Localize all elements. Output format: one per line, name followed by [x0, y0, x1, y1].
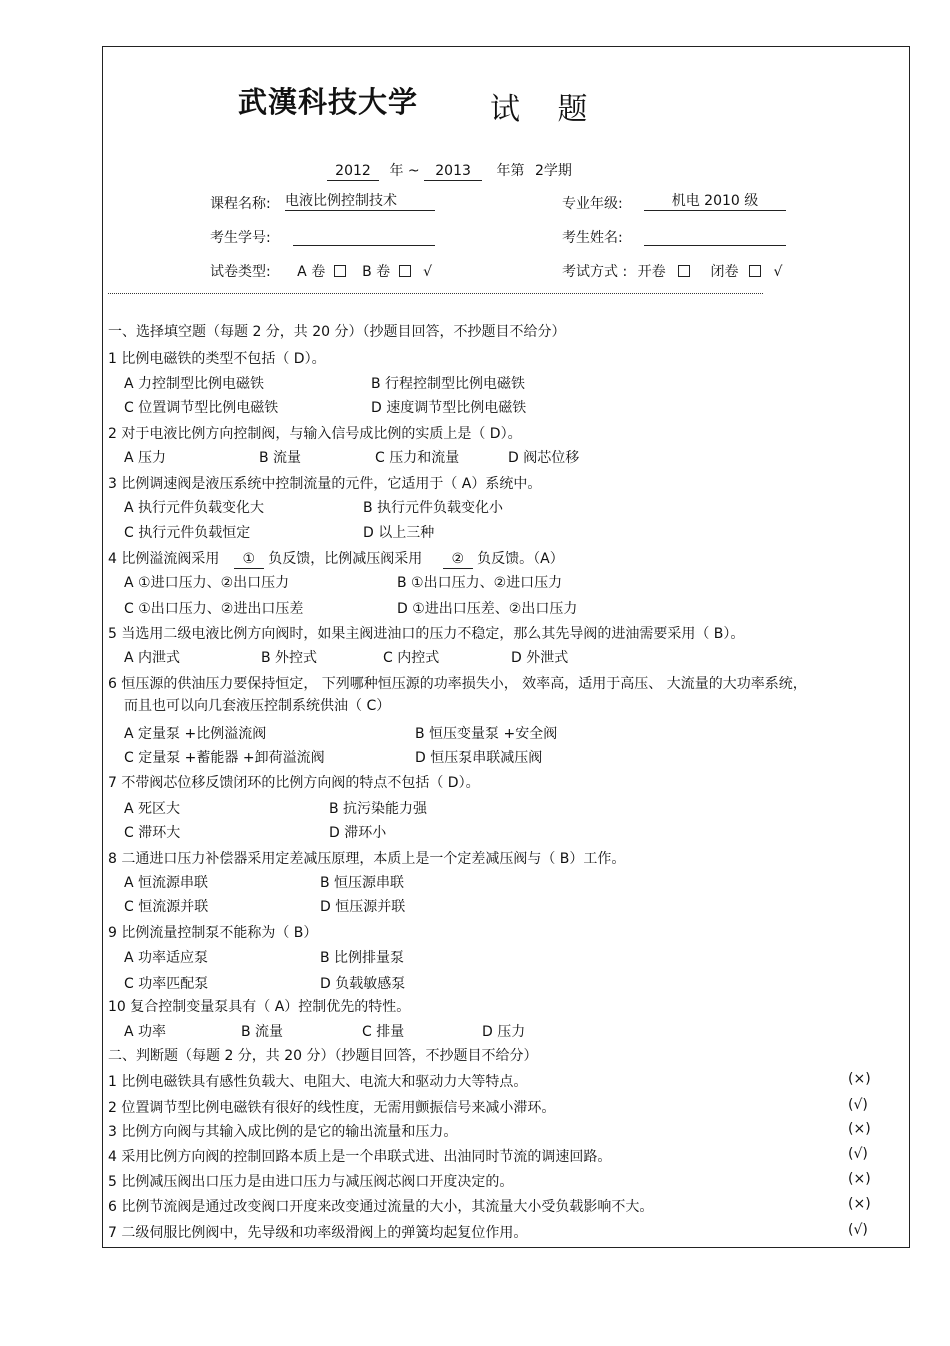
paper-check-mark: √ [423, 264, 432, 280]
judgment-question: 2 位置调节型比例电磁铁有很好的线性度，无需用颤振信号来减小滞环。 [108, 1100, 556, 1116]
section1-line: C 内控式 [383, 650, 440, 666]
section1-line: A 内泄式 [124, 650, 181, 666]
section1-line: 2 对于电液比例方向控制阀，与输入信号成比例的实质上是（ D）。 [108, 426, 522, 442]
section1-line: C 压力和流量 [375, 450, 460, 466]
student-name-label: 考生姓名: [562, 230, 623, 246]
section1-line: D 外泄式 [511, 650, 569, 666]
academic-year-line [327, 160, 572, 181]
year-sep: 年 ~ [389, 163, 420, 179]
section1-line: B 流量 [259, 450, 302, 466]
year-end: 2013 [424, 163, 482, 181]
section1-line: 1 比例电磁铁的类型不包括（ D）。 [108, 351, 326, 367]
judgment-question: 6 比例节流阀是通过改变阀口开度来改变通过流量的大小，其流量大小受负载影响不大。 [108, 1199, 654, 1215]
section2-heading: 二、判断题（每题 2 分，共 20 分）（抄题目回答，不抄题目不给分） [108, 1048, 538, 1064]
section1-line: B 流量 [241, 1024, 284, 1040]
section1-line: A 功率 [124, 1024, 167, 1040]
question-4 [108, 548, 564, 569]
judgment-answer: (√) [848, 1146, 868, 1162]
exam-check-mark: √ [773, 264, 783, 280]
section1-line: C 滞环大 [124, 825, 181, 841]
section1-line: A 死区大 [124, 801, 181, 817]
year-start: 2012 [327, 163, 379, 181]
section1-line: D 滞环小 [329, 825, 387, 841]
judgment-answer: (×) [848, 1196, 871, 1212]
course-value: 电液比例控制技术 [285, 193, 435, 211]
judgment-question: 7 二级伺服比例阀中，先导级和功率级滑阀上的弹簧均起复位作用。 [108, 1225, 528, 1241]
exam-open-checkbox [678, 265, 690, 277]
section1-line: B 恒压源串联 [320, 875, 405, 891]
section1-line: A ①进口压力、②出口压力 [124, 575, 290, 591]
paper-b-label: B 卷 [362, 264, 391, 280]
section1-line: 9 比例流量控制泵不能称为（ B） [108, 925, 318, 941]
q4-middle: 负反馈，比例减压阀采用 [268, 551, 423, 567]
exam-open-label: 开卷 [637, 264, 666, 280]
semester-number: 2 [535, 163, 544, 179]
section1-line: B 外控式 [261, 650, 318, 666]
q4-blank-2: ② [443, 551, 473, 569]
major-value: 机电 2010 级 [644, 193, 786, 211]
exam-mode-label: 考试方式 : [562, 264, 628, 280]
judgment-answer: (×) [848, 1071, 871, 1087]
section1-line: C 功率匹配泵 [124, 976, 209, 992]
q4-blank-1: ① [234, 551, 264, 569]
judgment-answer: (×) [848, 1121, 871, 1137]
paper-type-row [210, 261, 432, 281]
exam-mode-row [562, 261, 782, 281]
section1-line: 3 比例调速阀是液压系统中控制流量的元件，它适用于（ A）系统中。 [108, 476, 542, 492]
paper-type-label: 试卷类型: [210, 264, 271, 280]
q4-prefix: 4 比例溢流阀采用 [108, 551, 220, 567]
section1-line: 5 当选用二级电液比例方向阀时，如果主阀进油口的压力不稳定，那么其先导阀的进油需要采用（ B）。 [108, 626, 745, 642]
section1-line: B 比例排量泵 [320, 950, 405, 966]
section1-line: D 阀芯位移 [508, 450, 580, 466]
section1-line: D 恒压泵串联减压阀 [415, 750, 543, 766]
year-suffix: 年第 [496, 163, 525, 179]
section1-line: B 恒压变量泵 +安全阀 [415, 726, 558, 742]
section1-line: A 恒流源串联 [124, 875, 209, 891]
section1-line: C 位置调节型比例电磁铁 [124, 400, 279, 416]
exam-closed-checkbox [749, 265, 761, 277]
student-name-field [644, 227, 786, 246]
page-title: 试 题 [490, 92, 602, 127]
section1-line: 10 复合控制变量泵具有（ A）控制优先的特性。 [108, 999, 411, 1015]
judgment-answer: (√) [848, 1097, 868, 1113]
judgment-question: 3 比例方向阀与其输入成比例的是它的输出流量和压力。 [108, 1124, 458, 1140]
section1-line: B 执行元件负载变化小 [363, 500, 504, 516]
section1-line: C 执行元件负载恒定 [124, 525, 251, 541]
student-id-label: 考生学号: [210, 230, 271, 246]
cut-line-divider [108, 293, 763, 294]
section1-line: C 定量泵 +蓄能器 +卸荷溢流阀 [124, 750, 325, 766]
judgment-question: 5 比例减压阀出口压力是由进口压力与减压阀芯阀口开度决定的。 [108, 1174, 514, 1190]
section1-line: D 恒压源并联 [320, 899, 406, 915]
paper-a-checkbox [334, 265, 346, 277]
section1-line: C 排量 [362, 1024, 405, 1040]
section1-line: C ①出口压力、②进出口压差 [124, 601, 304, 617]
student-id-field [293, 227, 435, 246]
judgment-question: 4 采用比例方向阀的控制回路本质上是一个串联式进、出油同时节流的调速回路。 [108, 1149, 612, 1165]
course-label: 课程名称: [210, 196, 271, 212]
paper-a-label: A 卷 [297, 264, 326, 280]
section1-line: 而且也可以向几套液压控制系统供油（ C） [124, 698, 391, 714]
exam-closed-label: 闭卷 [710, 264, 739, 280]
major-label: 专业年级: [562, 196, 623, 212]
section1-line: 7 不带阀芯位移反馈闭环的比例方向阀的特点不包括（ D）。 [108, 775, 480, 791]
section1-line: A 定量泵 +比例溢流阀 [124, 726, 267, 742]
section1-line: D 压力 [482, 1024, 526, 1040]
section1-line: D 以上三种 [363, 525, 435, 541]
section1-line: A 执行元件负载变化大 [124, 500, 265, 516]
section1-line: D 速度调节型比例电磁铁 [371, 400, 527, 416]
q4-suffix: 负反馈。（A） [477, 551, 564, 567]
judgment-answer: (×) [848, 1171, 871, 1187]
judgment-question: 1 比例电磁铁具有感性负载大、电阻大、电流大和驱动力大等特点。 [108, 1074, 528, 1090]
section1-line: B ①出口压力、②进口压力 [397, 575, 563, 591]
section1-line: A 压力 [124, 450, 167, 466]
section1-line: A 功率适应泵 [124, 950, 209, 966]
section1-line: D ①进出口压差、②出口压力 [397, 601, 578, 617]
section1-line: D 负载敏感泵 [320, 976, 406, 992]
section1-line: C 恒流源并联 [124, 899, 209, 915]
section1-line: B 抗污染能力强 [329, 801, 428, 817]
section1-line: 6 恒压源的供油压力要保持恒定， 下列哪种恒压源的功率损失小， 效率高，适用于高压、 大流量的大功率系统， [108, 676, 807, 692]
section1-line: B 行程控制型比例电磁铁 [371, 376, 526, 392]
university-logo: 武漢科技大学 [238, 85, 419, 119]
semester-suffix: 学期 [543, 163, 572, 179]
judgment-answer: (√) [848, 1222, 868, 1238]
section1-heading: 一、选择填空题（每题 2 分，共 20 分）（抄题目回答，不抄题目不给分） [108, 324, 566, 340]
section1-line: 8 二通进口压力补偿器采用定差减压原理，本质上是一个定差减压阀与（ B）工作。 [108, 851, 626, 867]
paper-b-checkbox [399, 265, 411, 277]
section1-line: A 力控制型比例电磁铁 [124, 376, 265, 392]
